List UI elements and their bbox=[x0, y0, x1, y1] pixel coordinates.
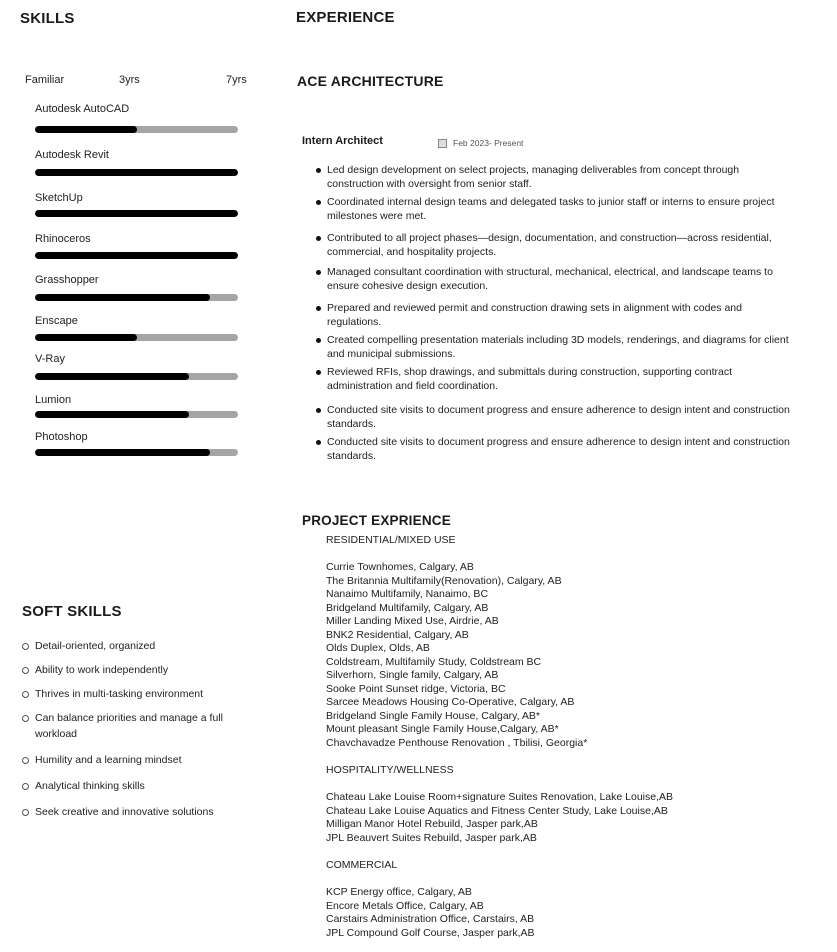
skill-label: Autodesk Revit bbox=[35, 149, 109, 161]
circle-bullet-icon bbox=[22, 643, 29, 650]
soft-skills-list bbox=[22, 638, 262, 820]
experience-bullet bbox=[314, 334, 794, 361]
project-item: The Britannia Multifamily(Renovation), Calgary, AB bbox=[326, 574, 562, 587]
soft-skill-item bbox=[22, 662, 262, 678]
circle-bullet-icon bbox=[22, 757, 29, 764]
experience-bullet-text: Conducted site visits to document progress and ensure adherence to design intent and construction standards. bbox=[327, 404, 790, 430]
experience-bullet bbox=[314, 404, 794, 431]
skill-label: Rhinoceros bbox=[35, 233, 91, 245]
soft-skill-item bbox=[22, 638, 262, 654]
skill-bar-fill bbox=[35, 210, 238, 217]
circle-bullet-icon bbox=[22, 783, 29, 790]
project-item: Sooke Point Sunset ridge, Victoria, BC bbox=[326, 682, 506, 695]
experience-heading: EXPERIENCE bbox=[296, 9, 395, 26]
company-name: ACE ARCHITECTURE bbox=[297, 73, 444, 89]
experience-bullet-text: Led design development on select projects, managing deliverables from concept through construction with oversight from senior staff. bbox=[327, 164, 740, 190]
skill-bar-fill bbox=[35, 334, 137, 341]
soft-skill-text: Analytical thinking skills bbox=[35, 780, 145, 792]
project-item: Bridgeland Multifamily, Calgary, AB bbox=[326, 601, 489, 614]
project-category bbox=[326, 859, 766, 940]
job-dates-text: Feb 2023- Present bbox=[453, 138, 524, 148]
experience-bullet-text: Created compelling presentation materials including 3D models, renderings, and diagrams for client and municipal submissions. bbox=[327, 334, 789, 360]
experience-bullet-text: Managed consultant coordination with structural, mechanical, electrical, and landscape teams to ensure cohesive design execution. bbox=[327, 266, 773, 292]
experience-bullet bbox=[314, 436, 794, 463]
skill-bar-fill bbox=[35, 169, 238, 176]
experience-bullet-text: Conducted site visits to document progress and ensure adherence to design intent and construction standards. bbox=[327, 436, 790, 462]
bullet-dot-icon bbox=[316, 338, 321, 343]
project-item: Coldstream, Multifamily Study, Coldstream BC bbox=[326, 655, 542, 668]
project-item: Olds Duplex, Olds, AB bbox=[326, 642, 430, 654]
bullet-dot-icon bbox=[316, 200, 321, 205]
soft-skill-text: Thrives in multi-tasking environment bbox=[35, 688, 204, 700]
experience-bullets bbox=[314, 164, 794, 463]
bullet-dot-icon bbox=[316, 306, 321, 311]
project-item: Chateau Lake Louise Aquatics and Fitness Center Study, Lake Louise,AB bbox=[326, 804, 668, 817]
skill-label: Photoshop bbox=[35, 431, 88, 443]
project-item: Sarcee Meadows Housing Co-Operative, Calgary, AB bbox=[326, 696, 575, 708]
experience-bullet-text: Contributed to all project phases—design, documentation, and construction—across residential, commercial, and hospitality projects. bbox=[327, 232, 772, 258]
experience-bullet-text: Prepared and reviewed permit and construction drawing sets in alignment with codes and regulations. bbox=[327, 302, 742, 328]
project-item: Miller Landing Mixed Use, Airdrie, AB bbox=[326, 615, 499, 627]
soft-skill-text: Seek creative and innovative solutions bbox=[35, 806, 214, 818]
calendar-icon bbox=[438, 139, 447, 148]
project-item: Currie Townhomes, Calgary, AB bbox=[326, 561, 474, 573]
skill-bar-fill bbox=[35, 126, 137, 133]
soft-skill-item bbox=[22, 778, 262, 794]
skill-bar-track bbox=[35, 126, 238, 133]
bullet-dot-icon bbox=[316, 168, 321, 173]
circle-bullet-icon bbox=[22, 809, 29, 816]
bullet-dot-icon bbox=[316, 440, 321, 445]
skill-bar-track bbox=[35, 210, 238, 217]
skill-bar-track bbox=[35, 411, 238, 418]
project-category bbox=[326, 534, 766, 750]
bullet-dot-icon bbox=[316, 270, 321, 275]
projects-heading: PROJECT EXPRIENCE bbox=[302, 513, 451, 528]
experience-bullet bbox=[314, 266, 794, 293]
skill-bar-fill bbox=[35, 294, 210, 301]
project-item: KCP Energy office, Calgary, AB bbox=[326, 886, 472, 898]
project-item: Mount pleasant Single Family House,Calgary, AB* bbox=[326, 723, 559, 735]
project-category bbox=[326, 764, 766, 845]
project-item: Chateau Lake Louise Room+signature Suites Renovation, Lake Louise,AB bbox=[326, 791, 674, 803]
project-item: Encore Metals Office, Calgary, AB bbox=[326, 899, 484, 912]
project-item: Bridgeland Single Family House, Calgary, AB* bbox=[326, 709, 540, 722]
skill-bar-fill bbox=[35, 373, 189, 380]
skill-bar-fill bbox=[35, 411, 189, 418]
skill-label: SketchUp bbox=[35, 192, 83, 204]
experience-bullet bbox=[314, 196, 794, 223]
soft-skill-text: Detail-oriented, organized bbox=[35, 640, 156, 652]
experience-bullet bbox=[314, 302, 794, 329]
job-title: Intern Architect bbox=[302, 135, 383, 147]
soft-skill-text: Ability to work independently bbox=[35, 664, 169, 676]
bullet-dot-icon bbox=[316, 408, 321, 413]
skill-bar-fill bbox=[35, 449, 210, 456]
soft-skill-text: Humility and a learning mindset bbox=[35, 754, 182, 766]
project-item: Milligan Manor Hotel Rebuild, Jasper park,AB bbox=[326, 818, 538, 830]
skill-scale-high: 7yrs bbox=[226, 74, 247, 86]
project-item: Chavchavadze Penthouse Renovation , Tbilisi, Georgia* bbox=[326, 736, 588, 749]
soft-skill-item bbox=[22, 686, 262, 702]
soft-skill-text: Can balance priorities and manage a full workload bbox=[35, 712, 223, 740]
soft-skill-item bbox=[22, 710, 262, 742]
circle-bullet-icon bbox=[22, 667, 29, 674]
skill-scale-mid: 3yrs bbox=[119, 74, 140, 86]
skill-label: V-Ray bbox=[35, 353, 65, 365]
skill-label: Grasshopper bbox=[35, 274, 99, 286]
skill-bar-track bbox=[35, 373, 238, 380]
skill-label: Enscape bbox=[35, 315, 78, 327]
skill-bar-track bbox=[35, 169, 238, 176]
soft-skills-heading: SOFT SKILLS bbox=[22, 603, 122, 620]
project-item: Silverhorn, Single family, Calgary, AB bbox=[326, 669, 499, 681]
experience-bullet bbox=[314, 164, 794, 191]
experience-bullet-text: Reviewed RFIs, shop drawings, and submittals during construction, supporting contract administration and field coordination. bbox=[327, 366, 733, 392]
experience-bullet bbox=[314, 366, 794, 393]
bullet-dot-icon bbox=[316, 370, 321, 375]
soft-skill-item bbox=[22, 804, 262, 820]
experience-bullet-text: Coordinated internal design teams and delegated tasks to junior staff or interns to ensure project milestones were met. bbox=[327, 196, 775, 222]
project-item: JPL Beauvert Suites Rebuild, Jasper park,AB bbox=[326, 831, 537, 844]
skill-label: Autodesk AutoCAD bbox=[35, 103, 130, 115]
project-item: JPL Compound Golf Course, Jasper park,AB bbox=[326, 926, 535, 939]
skill-scale-low: Familiar bbox=[25, 74, 65, 86]
bullet-dot-icon bbox=[316, 236, 321, 241]
project-category-name: HOSPITALITY/WELLNESS bbox=[326, 764, 454, 776]
project-item: Nanaimo Multifamily, Nanaimo, BC bbox=[326, 588, 489, 600]
project-item: Carstairs Administration Office, Carstairs, AB bbox=[326, 913, 535, 925]
skills-heading: SKILLS bbox=[20, 10, 75, 27]
circle-bullet-icon bbox=[22, 715, 29, 722]
project-category-name: COMMERCIAL bbox=[326, 859, 398, 871]
project-item: BNK2 Residential, Calgary, AB bbox=[326, 628, 469, 641]
skill-bar-track bbox=[35, 334, 238, 341]
skill-label: Lumion bbox=[35, 394, 72, 406]
job-dates bbox=[438, 138, 523, 148]
circle-bullet-icon bbox=[22, 691, 29, 698]
skill-bar-track bbox=[35, 294, 238, 301]
skill-bar-track bbox=[35, 252, 238, 259]
experience-bullet bbox=[314, 232, 794, 259]
skill-bar-track bbox=[35, 449, 238, 456]
project-category-name: RESIDENTIAL/MIXED USE bbox=[326, 534, 456, 546]
soft-skill-item bbox=[22, 752, 262, 768]
skill-bar-fill bbox=[35, 252, 238, 259]
